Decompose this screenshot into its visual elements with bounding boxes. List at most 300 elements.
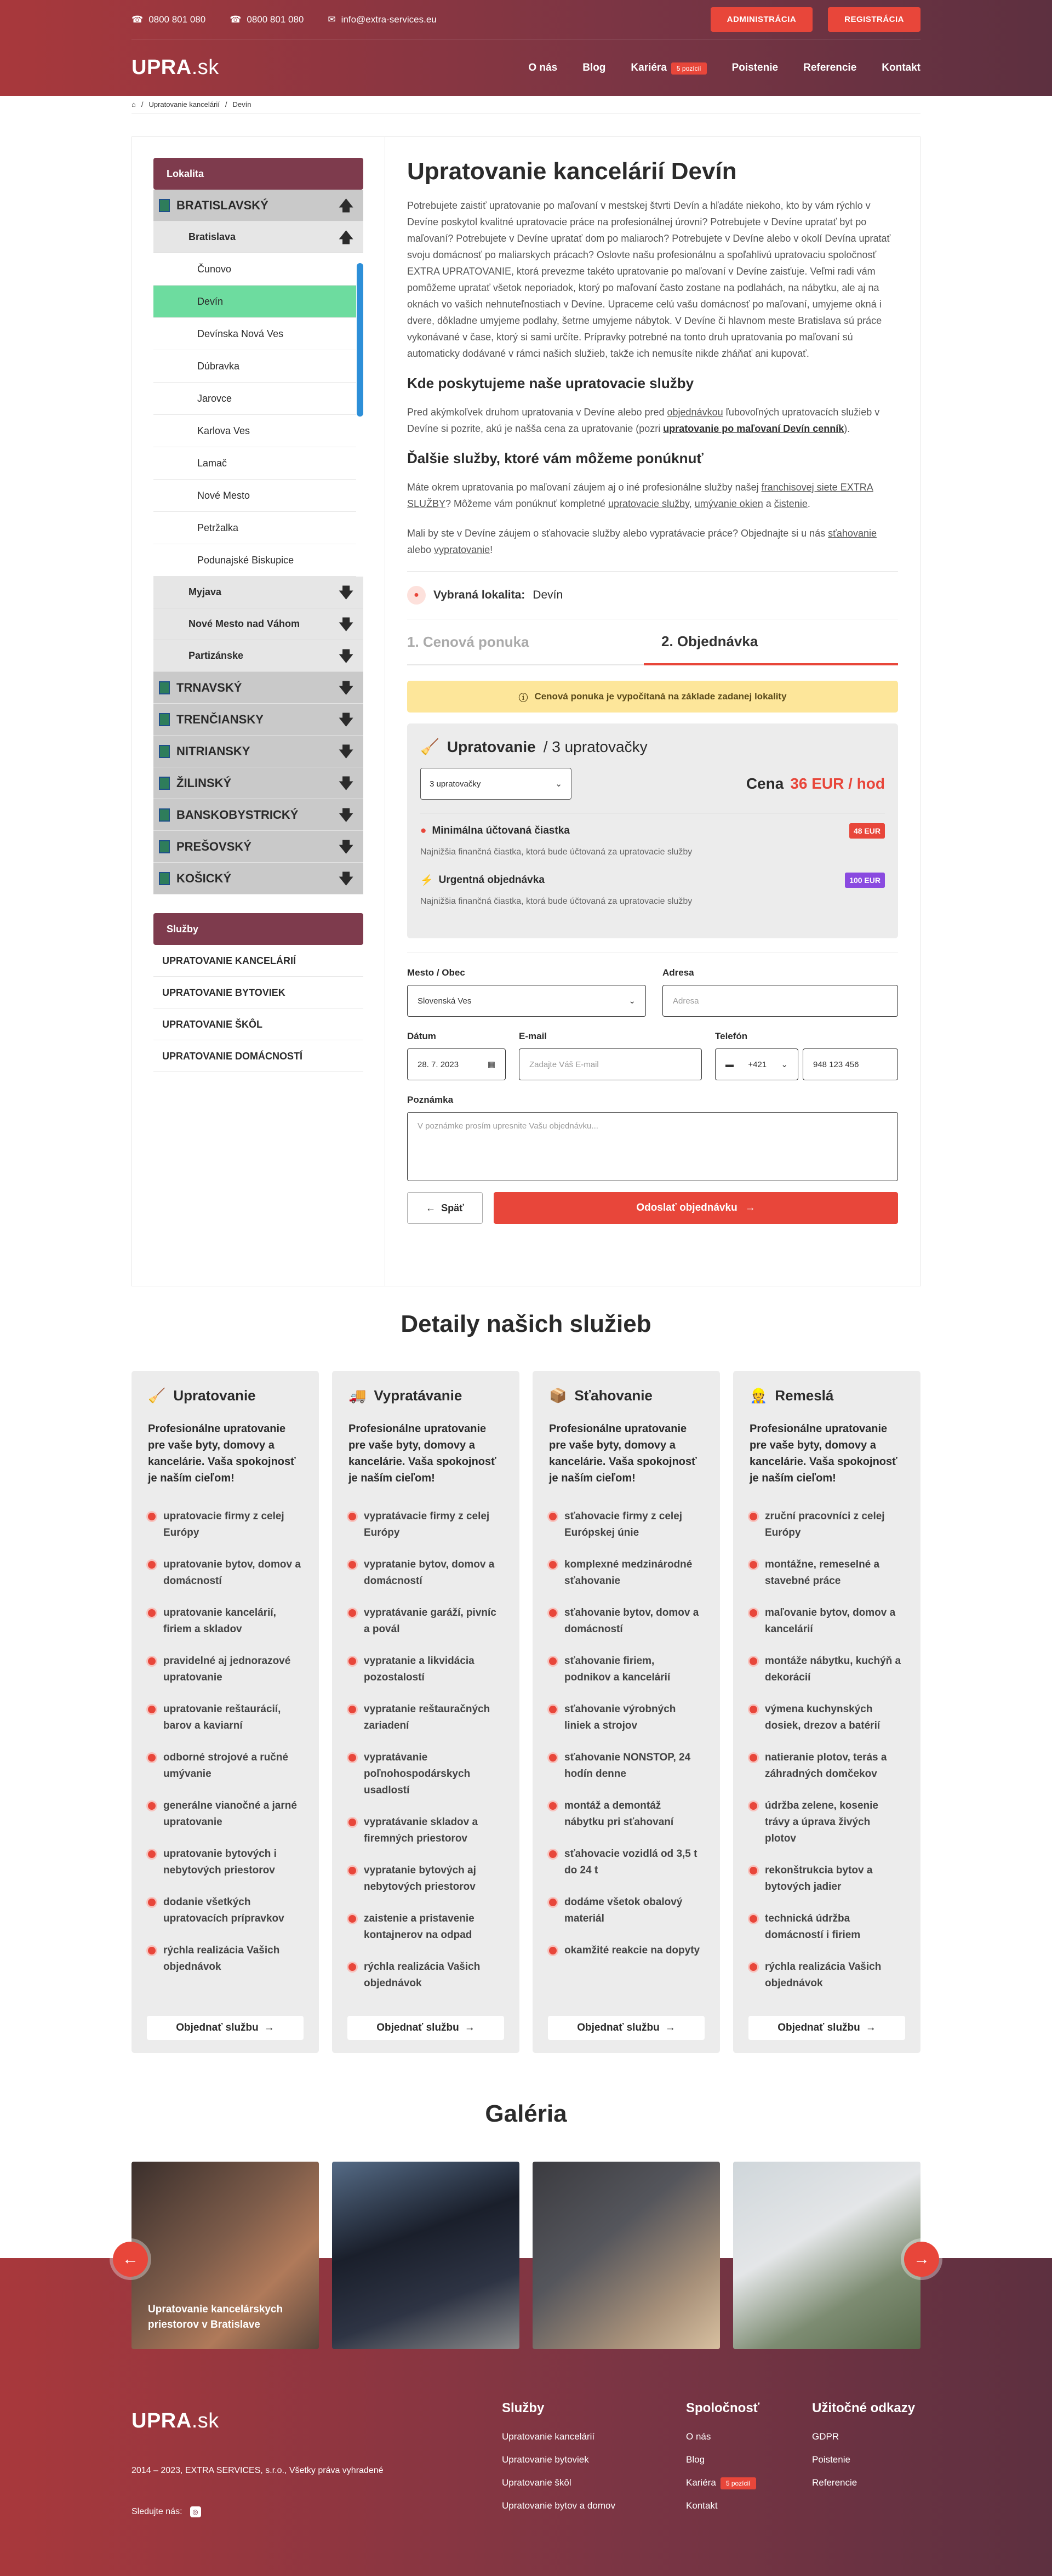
- register-button[interactable]: REGISTRÁCIA: [828, 7, 921, 32]
- nav-insurance[interactable]: Poistenie: [731, 61, 779, 73]
- cta-label: Objednať službu: [176, 2022, 259, 2033]
- subregion-item[interactable]: [153, 640, 363, 672]
- arrow-right-icon: →: [464, 2022, 475, 2033]
- card-feature: [348, 1749, 503, 1799]
- order-form: [407, 953, 898, 1224]
- card-intro: Profesionálne upratovanie pre vaše byty, domovy a kancelárie. Vaša spokojnosť je naším cieľom!: [148, 1423, 296, 1484]
- card-feature: [750, 1605, 904, 1638]
- region-label: BANSKOBYSTRICKÝ: [176, 807, 299, 822]
- feature-text: montážne, remeselné a stavebné práce: [765, 1559, 880, 1587]
- min-fee-desc: Najnižšia finančná čiastka, ktorá bude účtovaná za upratovacie služby: [420, 847, 693, 857]
- subregion-label: Nové Mesto nad Váhom: [188, 618, 300, 629]
- card-feature: [750, 1959, 904, 1992]
- selected-location-label: Vybraná lokalita:: [433, 589, 525, 601]
- card-feature: [549, 1749, 704, 1782]
- city-item[interactable]: Podunajské Biskupice: [153, 544, 356, 577]
- feature-text: sťahovacie vozidlá od 3,5 t do 24 t: [564, 1848, 697, 1876]
- nav-about[interactable]: O nás: [528, 61, 558, 73]
- subregion-label: Partizánske: [188, 650, 244, 661]
- bullet-icon: [348, 1963, 356, 1971]
- sidebar-service-item[interactable]: UPRATOVANIE KANCELÁRIÍ: [153, 945, 363, 977]
- city-label: Mesto / Obec: [407, 967, 465, 978]
- card-feature: [549, 1942, 704, 1959]
- city-item[interactable]: Čunovo: [153, 253, 356, 286]
- arrow-right-icon: →: [913, 2250, 930, 2268]
- order-steps: [407, 619, 898, 665]
- phone-icon: ☎: [132, 14, 144, 25]
- arrow-down-icon: 🡇: [339, 615, 353, 632]
- select-value: 3 upratovačky: [430, 779, 481, 789]
- arrow-down-icon: 🡇: [339, 806, 353, 823]
- footer-link[interactable]: GDPR: [812, 2431, 839, 2442]
- coat-of-arms-icon: [159, 681, 170, 694]
- card-feature: [750, 1701, 904, 1734]
- location-heading: Lokalita: [153, 158, 363, 190]
- bullet-icon: [750, 1609, 757, 1617]
- bullet-icon: [549, 1609, 557, 1617]
- service-card: [132, 1371, 319, 2053]
- address-input[interactable]: Adresa: [662, 985, 898, 1017]
- arrow-up-icon: 🡅: [339, 197, 353, 214]
- coat-of-arms-icon: [159, 199, 170, 212]
- feature-text: vypratávanie garáží, pivníc a povál: [364, 1607, 496, 1635]
- order-service-button[interactable]: [347, 2016, 504, 2040]
- note-textarea[interactable]: V poznámke prosím upresnite Vašu objednávku...: [407, 1112, 898, 1181]
- location-pin-icon: ●: [407, 586, 426, 605]
- services-section-title: Detaily našich služieb: [401, 1310, 651, 1337]
- city-list: [153, 253, 363, 577]
- city-item[interactable]: Karlova Ves: [153, 415, 356, 447]
- card-feature: [750, 1798, 904, 1847]
- moving-link[interactable]: sťahovanie: [828, 528, 877, 539]
- breadcrumb-current: Devín: [232, 100, 251, 109]
- card-feature: [148, 1557, 302, 1589]
- coat-of-arms-icon: [159, 840, 170, 853]
- price-label: Cena: [746, 775, 784, 792]
- bullet-icon: [348, 1609, 356, 1617]
- footer-link[interactable]: Upratovanie bytov a domov: [502, 2500, 615, 2511]
- bullet-icon: [549, 1802, 557, 1810]
- feature-text: výmena kuchynských dosiek, drezov a batérií: [765, 1703, 881, 1731]
- card-feature: [348, 1814, 503, 1847]
- footer-link[interactable]: O nás: [686, 2431, 711, 2442]
- selected-location: [407, 571, 898, 619]
- card-intro: Profesionálne upratovanie pre vaše byty, domovy a kancelárie. Vaša spokojnosť je naším cieľom!: [549, 1423, 697, 1484]
- home-icon[interactable]: ⌂: [132, 100, 136, 109]
- feature-text: dodanie všetkých upratovacích prípravkov: [163, 1896, 284, 1924]
- region-label: NITRIANSKY: [176, 744, 250, 758]
- region-label: BRATISLAVSKÝ: [176, 198, 268, 212]
- city-item[interactable]: Petržalka: [153, 512, 356, 544]
- selected-location-value: Devín: [533, 589, 563, 601]
- email-text: info@extra-services.eu: [341, 14, 437, 25]
- bullet-icon: [549, 1706, 557, 1713]
- footer-link[interactable]: Upratovanie škôl: [502, 2477, 571, 2488]
- section-heading: Ďalšie služby, ktoré vám môžeme ponúknuť: [407, 450, 704, 466]
- service-title: Upratovanie: [447, 738, 536, 755]
- bullet-icon: [750, 1802, 757, 1810]
- subregion-item[interactable]: [153, 577, 363, 608]
- nav-references[interactable]: Referencie: [803, 61, 857, 73]
- windows-link[interactable]: umývanie okien: [694, 498, 763, 509]
- coat-of-arms-icon: [159, 745, 170, 758]
- region-label: KOŠICKÝ: [176, 871, 232, 885]
- feature-text: dodáme všetok obalový materiál: [564, 1896, 683, 1924]
- breadcrumb-item[interactable]: Upratovanie kancelárií: [148, 100, 220, 109]
- region-item[interactable]: [153, 863, 363, 894]
- bullet-icon: [549, 1947, 557, 1954]
- bullet-icon: [348, 1915, 356, 1923]
- nav-blog[interactable]: Blog: [582, 61, 606, 73]
- phone-label: Telefón: [715, 1031, 748, 1041]
- urgent-label: Urgentná objednávka: [438, 874, 545, 886]
- footer-link[interactable]: [686, 2477, 812, 2488]
- order-service-button[interactable]: [147, 2016, 304, 2040]
- feature-text: upratovacie firmy z celej Európy: [163, 1511, 284, 1538]
- gallery-image[interactable]: [733, 2162, 921, 2349]
- arrow-right-icon: →: [745, 1202, 756, 1213]
- tab-price-quote[interactable]: 1. Cenová ponuka: [407, 619, 644, 665]
- logo-main: UPRA: [132, 2409, 192, 2432]
- footer-col-title: Spoločnosť: [686, 2401, 760, 2415]
- flag-sk-icon: ▬: [725, 1059, 734, 1069]
- euro-icon: ●: [420, 825, 427, 836]
- subregion-bratislava[interactable]: [153, 221, 363, 253]
- price-value: 36 EUR / hod: [790, 775, 885, 792]
- card-feature: [348, 1557, 503, 1589]
- feature-text: vypratanie a likvidácia pozostalostí: [364, 1655, 474, 1683]
- bullet-icon: [148, 1802, 156, 1810]
- subregion-label: Bratislava: [188, 231, 236, 242]
- phone-icon: ☎: [230, 14, 242, 25]
- clearing-link[interactable]: vypratovanie: [434, 544, 490, 555]
- chevron-down-icon: ⌄: [555, 779, 562, 789]
- region-bratislavsky[interactable]: [153, 190, 363, 221]
- info-icon: ⓘ: [518, 692, 528, 703]
- feature-text: sťahovanie výrobných liniek a strojov: [564, 1703, 676, 1731]
- region-item[interactable]: [153, 831, 363, 863]
- follow-label: Sledujte nás:: [132, 2507, 182, 2516]
- arrow-right-icon: →: [865, 2022, 876, 2033]
- card-feature: [750, 1911, 904, 1944]
- feature-text: odborné strojové a ručné umývanie: [163, 1752, 289, 1780]
- bullet-icon: [148, 1899, 156, 1906]
- feature-text: rýchla realizácia Vašich objednávok: [364, 1961, 481, 1989]
- arrow-up-icon: 🡅: [339, 229, 353, 246]
- date-input[interactable]: [407, 1048, 506, 1080]
- footer: [132, 2401, 921, 2523]
- bullet-icon: [148, 1706, 156, 1713]
- broom-icon: 🧹: [420, 738, 439, 755]
- city-item[interactable]: Devínska Nová Ves: [153, 318, 356, 350]
- arrow-down-icon: 🡇: [339, 870, 353, 887]
- main-nav: [528, 62, 921, 74]
- city-item-selected[interactable]: Devín: [153, 286, 356, 318]
- service-card: [733, 1371, 921, 2053]
- service-subtitle: / 3 upratovačky: [543, 738, 648, 755]
- truck-icon: 🚚: [348, 1387, 367, 1404]
- email-input[interactable]: Zadajte Váš E-mail: [519, 1048, 702, 1080]
- paragraph: Mali by ste v Devíne záujem o sťahovacie služby alebo vypratávacie práce? Objednajte si u nás sťahovanie alebo vypratovanie!: [407, 528, 877, 555]
- card-feature: [148, 1605, 302, 1638]
- submit-order-button[interactable]: [494, 1192, 898, 1224]
- footer-link[interactable]: Kontakt: [686, 2500, 718, 2511]
- region-item[interactable]: [153, 672, 363, 704]
- logo-tld: .sk: [191, 56, 219, 79]
- feature-text: sťahovanie NONSTOP, 24 hodín denne: [564, 1752, 691, 1780]
- phone-link-1[interactable]: [132, 14, 205, 25]
- urgent-desc: Najnižšia finančná čiastka, ktorá bude účtovaná za upratovacie služby: [420, 897, 693, 906]
- submit-label: Odoslať objednávku: [636, 1202, 737, 1213]
- city-item[interactable]: Jarovce: [153, 383, 356, 415]
- page-title: Upratovanie kancelárií Devín: [407, 158, 737, 185]
- main-content: [385, 137, 920, 1286]
- bullet-icon: [549, 1513, 557, 1520]
- feature-text: upratovanie reštaurácií, barov a kaviarní: [163, 1703, 281, 1731]
- phone-text: 0800 801 080: [148, 14, 206, 25]
- info-text: Cenová ponuka je vypočítaná na základe zadanej lokality: [534, 691, 787, 702]
- bullet-icon: [549, 1561, 557, 1569]
- card-feature: [348, 1911, 503, 1944]
- arrow-down-icon: 🡇: [339, 743, 353, 760]
- min-fee-label: Minimálna účtovaná čiastka: [432, 825, 570, 836]
- career-badge: 5 pozícií: [671, 62, 707, 75]
- region-item[interactable]: [153, 767, 363, 799]
- feature-text: sťahovanie firiem, podnikov a kancelárií: [564, 1655, 671, 1683]
- sidebar-service-item[interactable]: UPRATOVANIE BYTOVIEK: [153, 977, 363, 1008]
- urgent-tag: 100 EUR: [845, 873, 885, 888]
- region-label: ŽILINSKÝ: [176, 776, 232, 790]
- franchise-link[interactable]: franchisovej siete EXTRA SLUŽBY: [407, 482, 873, 509]
- city-item[interactable]: Lamač: [153, 447, 356, 480]
- mail-icon: ✉: [328, 14, 336, 25]
- cleaners-select[interactable]: [420, 768, 571, 800]
- footer-career-label: Kariéra: [686, 2477, 716, 2488]
- logo[interactable]: [132, 56, 219, 79]
- bullet-icon: [549, 1754, 557, 1762]
- order-service-button[interactable]: [748, 2016, 905, 2040]
- note-label: Poznámka: [407, 1095, 454, 1105]
- phone-prefix: +421: [748, 1059, 767, 1069]
- nav-career[interactable]: [631, 62, 706, 74]
- feature-text: generálne vianočné a jarné upratovanie: [163, 1800, 297, 1828]
- city-item[interactable]: Nové Mesto: [153, 480, 356, 512]
- feature-text: upratovanie bytov, domov a domácností: [163, 1559, 301, 1587]
- bullet-icon: [750, 1867, 757, 1874]
- card-feature: [348, 1701, 503, 1734]
- order-service-button[interactable]: [548, 2016, 705, 2040]
- feature-text: okamžité reakcie na dopyty: [564, 1945, 700, 1956]
- subregion-item[interactable]: [153, 608, 363, 640]
- card-feature: [348, 1653, 503, 1686]
- coat-of-arms-icon: [159, 777, 170, 790]
- bullet-icon: [348, 1513, 356, 1520]
- broom-icon: 🧹: [148, 1387, 166, 1404]
- phone-text: 0800 801 080: [247, 14, 304, 25]
- bullet-icon: [549, 1850, 557, 1858]
- bullet-icon: [148, 1850, 156, 1858]
- arrow-down-icon: 🡇: [339, 679, 353, 696]
- card-feature: [148, 1798, 302, 1831]
- date-value: 28. 7. 2023: [418, 1059, 459, 1069]
- back-label: Späť: [441, 1202, 464, 1213]
- card-feature: [148, 1894, 302, 1927]
- feature-text: technická údržba domácností i firiem: [765, 1913, 861, 1941]
- footer-link[interactable]: Upratovanie bytoviek: [502, 2454, 589, 2465]
- cleaning-link[interactable]: upratovacie služby: [608, 498, 689, 509]
- washing-link[interactable]: čistenie: [774, 498, 808, 509]
- footer-link[interactable]: Referencie: [812, 2477, 857, 2488]
- phone-prefix-select[interactable]: [715, 1048, 798, 1080]
- admin-button[interactable]: ADMINISTRÁCIA: [711, 7, 813, 32]
- region-item[interactable]: [153, 799, 363, 831]
- card-feature: [549, 1653, 704, 1686]
- bullet-icon: [148, 1609, 156, 1617]
- back-button[interactable]: [407, 1192, 483, 1224]
- city-item[interactable]: Dúbravka: [153, 350, 356, 383]
- box-icon: 📦: [549, 1387, 567, 1404]
- intro-text: Potrebujete zaistiť upratovanie po maľovaní v mestskej štvrti Devín a hľadáte niekoho, kto by vám rýchlo v Devíne poskytol kvalitné upratovacie práce na profesionálnej úrovni? Potrebujete v Devíne upratať byt po maľovaní? Potrebujete v Devíne upratať dom po maliaroch? Potrebujete v Devíne alebo v okolí Devína upratať svoju domácnosť po maliarskych prácach? Oslovte našu profesionálnu a spoľahlivú upratovaciu spoločnosť EXTRA UPRATOVANIE, ktorá prevezme takéto upratovanie po maľovaní v Devíne zaisťuje. Veľmi radi vám pomôžeme upratať všetok neporiadok, ktorý po maľovaní často zostane na podlahách, na nábytku, ale aj na oknách vo vašich nehnuteľnostiach v Devíne. Upraceme celú vašu domácnosť po maľovaní, umyjeme okná i dvere, dôkladne umyjeme podlahy, šetrne umyjeme nábytok. V Devíne či hlavnom meste Bratislava sú práce vykonávané v čase, ktorý si sami určíte. Prípravky potrebné na tonto druh upratovania po maľovaní sú automaticky dodávané v rámci našich služieb, takže ich nemusíte nikde zháňať ani kupovať.: [407, 200, 891, 359]
- sidebar-service-item[interactable]: UPRATOVANIE DOMÁCNOSTÍ: [153, 1040, 363, 1072]
- cta-label: Objednať službu: [376, 2022, 459, 2033]
- bullet-icon: [549, 1657, 557, 1665]
- arrow-left-icon: ←: [426, 1202, 436, 1213]
- min-fee-row: [420, 823, 885, 839]
- feature-text: vypratanie reštauračných zariadení: [364, 1703, 490, 1731]
- bullet-icon: [750, 1561, 757, 1569]
- info-banner: [407, 681, 898, 713]
- card-feature: [348, 1605, 503, 1638]
- chevron-down-icon: ⌄: [781, 1060, 788, 1069]
- region-item[interactable]: [153, 736, 363, 767]
- gallery-next-button[interactable]: [904, 2242, 939, 2277]
- card-title: Vypratávanie: [374, 1387, 462, 1404]
- tab-order[interactable]: 2. Objednávka: [644, 619, 898, 665]
- coat-of-arms-icon: [159, 808, 170, 822]
- services-heading: Služby: [153, 913, 363, 945]
- card-feature: [750, 1557, 904, 1589]
- logo-main: UPRA: [132, 56, 192, 79]
- bullet-icon: [750, 1706, 757, 1713]
- card-title: Remeslá: [775, 1387, 834, 1404]
- footer-col-title: Užitočné odkazy: [812, 2401, 916, 2415]
- site-header: [0, 0, 1052, 96]
- logo-tld: .sk: [191, 2409, 219, 2432]
- arrow-down-icon: 🡇: [339, 584, 353, 601]
- card-feature: [750, 1653, 904, 1686]
- bullet-icon: [348, 1819, 356, 1826]
- arrow-right-icon: →: [665, 2022, 676, 2033]
- worker-icon: 👷: [750, 1387, 768, 1404]
- gallery-image[interactable]: [332, 2162, 519, 2349]
- feature-text: zruční pracovníci z celej Európy: [765, 1511, 885, 1538]
- card-feature: [148, 1846, 302, 1879]
- feature-text: rýchla realizácia Vašich objednávok: [765, 1961, 882, 1989]
- card-feature: [750, 1749, 904, 1782]
- nav-contact[interactable]: Kontakt: [882, 61, 921, 73]
- footer-link[interactable]: Blog: [686, 2454, 705, 2465]
- bullet-icon: [148, 1657, 156, 1665]
- feature-text: rýchla realizácia Vašich objednávok: [163, 1945, 280, 1973]
- feature-text: zaistenie a pristavenie kontajnerov na odpad: [364, 1913, 474, 1941]
- sidebar-service-item[interactable]: UPRATOVANIE ŠKÔL: [153, 1008, 363, 1040]
- feature-text: vypratanie bytov, domov a domácností: [364, 1559, 495, 1587]
- chevron-down-icon: ⌄: [628, 996, 636, 1006]
- breadcrumb: ⌂ / Upratovanie kancelárií / Devín: [132, 96, 921, 113]
- bullet-icon: [148, 1947, 156, 1954]
- order-link[interactable]: objednávkou: [667, 407, 723, 418]
- pricelist-link[interactable]: upratovanie po maľovaní Devín cenník: [663, 423, 844, 434]
- gallery-image[interactable]: [533, 2162, 720, 2349]
- phone-input[interactable]: 948 123 456: [803, 1048, 898, 1080]
- card-feature: [148, 1508, 302, 1541]
- feature-text: maľovanie bytov, domov a kancelárií: [765, 1607, 896, 1635]
- city-select[interactable]: [407, 985, 646, 1017]
- feature-text: montáže nábytku, kuchýň a dekorácií: [765, 1655, 901, 1683]
- card-feature: [549, 1846, 704, 1879]
- price-box: [407, 723, 898, 938]
- card-intro: Profesionálne upratovanie pre vaše byty, domovy a kancelárie. Vaša spokojnosť je naším cieľom!: [750, 1423, 897, 1484]
- feature-text: údržba zelene, kosenie trávy a úprava živých plotov: [765, 1800, 878, 1844]
- bullet-icon: [750, 1963, 757, 1971]
- instagram-icon[interactable]: ◎: [190, 2506, 201, 2517]
- arrow-down-icon: 🡇: [339, 774, 353, 791]
- scrollbar[interactable]: [357, 263, 363, 417]
- card-title: Upratovanie: [173, 1387, 256, 1404]
- feature-text: vypratávacie firmy z celej Európy: [364, 1511, 490, 1538]
- bullet-icon: [148, 1754, 156, 1762]
- email-label: E-mail: [519, 1031, 547, 1041]
- gallery-prev-button[interactable]: [113, 2242, 148, 2277]
- arrow-down-icon: 🡇: [339, 647, 353, 664]
- feature-text: montáž a demontáž nábytku pri sťahovaní: [564, 1800, 674, 1828]
- calendar-icon: ▦: [487, 1060, 495, 1069]
- bullet-icon: [348, 1561, 356, 1569]
- urgent-fee-row: [420, 873, 885, 888]
- bullet-icon: [148, 1513, 156, 1520]
- bullet-icon: [348, 1867, 356, 1874]
- feature-text: vypratávanie skladov a firemných priestorov: [364, 1816, 478, 1844]
- footer-link[interactable]: Upratovanie kancelárií: [502, 2431, 595, 2442]
- card-feature: [148, 1942, 302, 1975]
- region-item[interactable]: [153, 704, 363, 736]
- footer-link[interactable]: Poistenie: [812, 2454, 850, 2465]
- coat-of-arms-icon: [159, 872, 170, 885]
- arrow-left-icon: ←: [122, 2250, 139, 2268]
- min-fee-tag: 48 EUR: [849, 823, 885, 839]
- bullet-icon: [750, 1657, 757, 1665]
- card-feature: [549, 1508, 704, 1541]
- gallery-image[interactable]: [132, 2162, 319, 2349]
- feature-text: pravidelné aj jednorazové upratovanie: [163, 1655, 291, 1683]
- paragraph: Máte okrem upratovania po maľovaní záujem aj o iné profesionálne služby našej franchisovej siete EXTRA SLUŽBY? Môžeme vám ponúknuť kompletné upratovacie služby, umývanie okien a čistenie.: [407, 482, 873, 509]
- bullet-icon: [549, 1899, 557, 1906]
- bullet-icon: [148, 1561, 156, 1569]
- phone-link-2[interactable]: [230, 14, 304, 25]
- arrow-down-icon: 🡇: [339, 838, 353, 855]
- region-label: PREŠOVSKÝ: [176, 839, 251, 853]
- gallery-caption: Upratovanie kancelárskych priestorov v Bratislave: [148, 2304, 283, 2330]
- bullet-icon: [750, 1513, 757, 1520]
- feature-text: komplexné medzinárodné sťahovanie: [564, 1559, 693, 1587]
- bullet-icon: [750, 1915, 757, 1923]
- card-feature: [148, 1749, 302, 1782]
- card-feature: [549, 1798, 704, 1831]
- card-feature: [348, 1959, 503, 1992]
- email-link[interactable]: [328, 14, 436, 25]
- cta-label: Objednať službu: [777, 2022, 860, 2033]
- footer-logo[interactable]: [132, 2409, 502, 2433]
